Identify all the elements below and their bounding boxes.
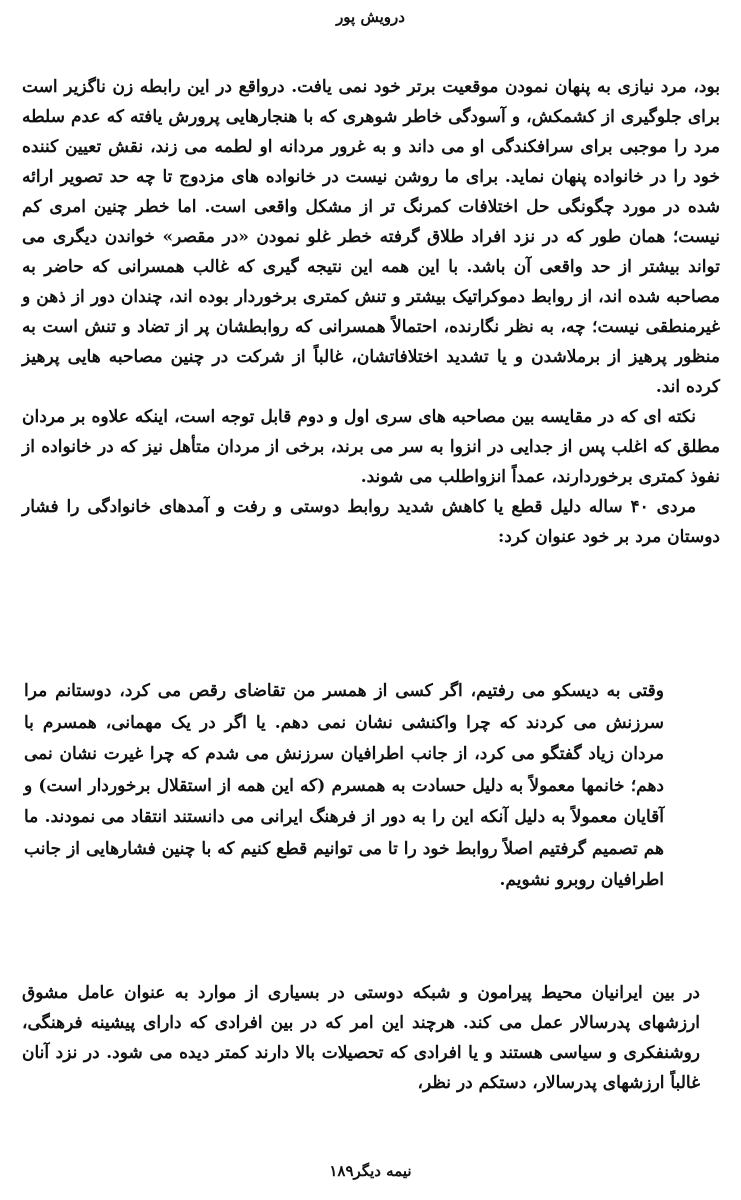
running-header: درویش پور <box>336 8 405 26</box>
closing-paragraph: در بین ایرانیان محیط پیرامون و شبکه دوستی در بسیاری از موارد به عنوان عامل مشوق ارزشهای پدرسالار عمل می کند. هرچند این امر که در بین افرادی که دارای پیشینه فرهنگی، روشنفکری و سیاسی هستند و یا افرادی که تحصیلات بالا دارند کمتر دیده می شود. در نزد آنان غالباً ارزشهای پدرسالار، دستکم در نظر، <box>22 983 700 1093</box>
body-text <box>22 72 720 552</box>
paragraph-1: بود، مرد نیازی به پنهان نمودن موقعیت برتر خود نمی یافت. درواقع در این رابطه زن ناگزیر است برای جلوگیری از کشمکش، و آسودگی خاطر شوهری که با هنجارهایی پرورش یافته که عدم سلطه مرد را موجبی برای سرافکندگی او می داند و به غرور مردانه او لطمه می زند، نقش تعیین کننده خود را در خانواده پنهان نماید. برای ما روشن نیست در خانواده های مزدوج تا چه حد تصویر ارائه شده در مورد چگونگی حل اختلافات کمرنگ تر از مشکل واقعی است. اما خطر چنین امری کم نیست؛ همان طور که در نزد افراد طلاق گرفته خطر غلو نمودن «در مقصر» خواندن دیگری می تواند بیشتر از حد واقعی آن باشد. با این همه این نتیجه گیری که غالب همسرانی که حاضر به مصاحبه شده اند، از روابط دموکراتیک بیشتر و تنش کمتری برخوردار بوده اند، چندان دور از ذهن و غیرمنطقی نیست؛ چه، به نظر نگارنده، احتمالاً همسرانی که روابطشان پر از تضاد و تنش است به منظور پرهیز از برملاشدن و یا تشدید اختلافاتشان، غالباً از شرکت در چنین مصاحبه هایی پرهیز کرده اند. <box>22 77 720 397</box>
paragraph-3: مردی ۴۰ ساله دلیل قطع یا کاهش شدید روابط دوستی و رفت و آمدهای خانوادگی را فشار دوستان مرد بر خود عنوان کرد: <box>22 497 720 547</box>
interview-quote: وقتی به دیسکو می رفتیم، اگر کسی از همسر من تقاضای رقص می کرد، دوستانم مرا سرزنش می کردند که چرا واکنشی نشان نمی دهم. یا اگر در یک مهمانی، همسرم با مردان زیاد گفتگو می کرد، از جانب اطرافیان سرزنش می شدم که چرا غیرت نشان نمی دهم؛ خانمها معمولاً به دلیل حسادت به همسرم (که این همه از استقلال برخوردار است) و آقایان معمولاً به دلیل آنکه این را به دور از فرهنگ ایرانی می دانستند انتقاد می نمودند. ما هم تصمیم گرفتیم اصلاً روابط خود را تا می توانیم قطع کنیم که با چنین فشارهایی از جانب اطرافیان روبرو نشویم. <box>24 681 664 890</box>
paragraph-2: نکته ای که در مقایسه بین مصاحبه های سری اول و دوم قابل توجه است، اینکه علاوه بر مردان مطلق که اغلب پس از جدایی در انزوا به سر می برند، برخی از مردان متأهل نیز که در خانواده از نفوذ کمتری برخوردارند، عمداً انزواطلب می شوند. <box>22 407 720 487</box>
page-footer: نیمه دیگر۱۸۹ <box>329 1162 412 1180</box>
